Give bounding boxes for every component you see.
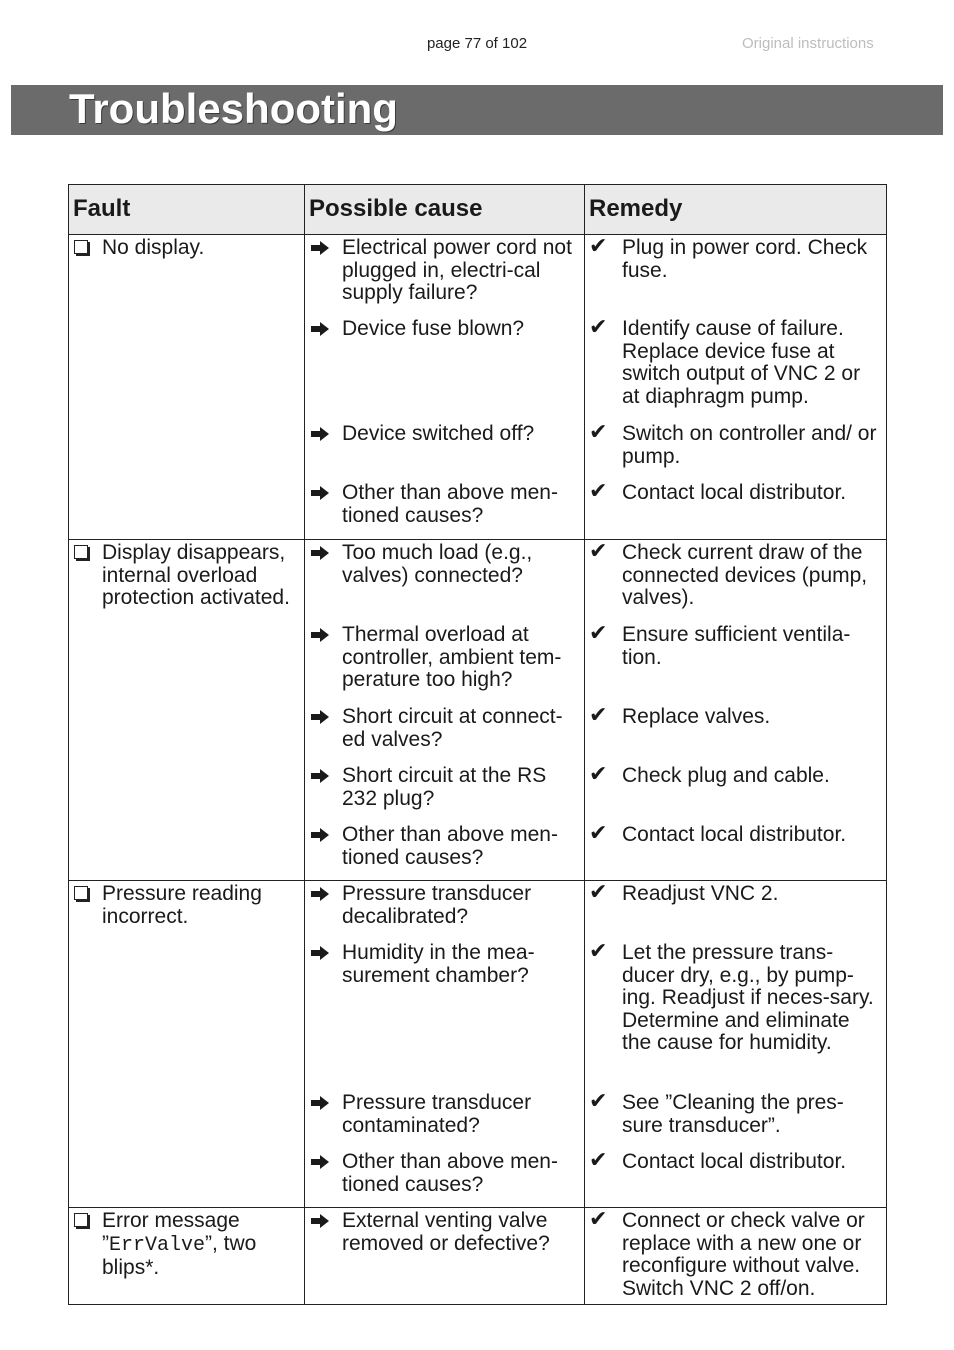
remedy-item: ✔ Contact local distributor.	[589, 479, 847, 504]
remedy-item: ✔ Readjust VNC 2.	[589, 880, 779, 905]
cause-item: Device fuse blown?	[305, 318, 584, 341]
table-row	[69, 1208, 887, 1305]
cause-item: Electrical power cord not plugged in, electri-cal supply failure?	[305, 237, 584, 305]
fault-column-header: Fault	[69, 185, 305, 235]
table-row	[69, 540, 887, 881]
cause-item: Thermal overload at controller, ambient tem-perature too high?	[305, 624, 584, 692]
remedy-item: ✔ Switch on controller and/ or pump.	[589, 420, 877, 468]
page-number: page 77 of 102	[426, 35, 528, 52]
remedy-item: ✔ Plug in power cord. Check fuse.	[589, 234, 868, 282]
arrow-right-icon	[310, 709, 330, 725]
remedy-item: ✔ Replace valves.	[589, 703, 771, 728]
remedy-item: ✔ Contact local distributor.	[589, 1148, 847, 1173]
page-title: Troubleshooting	[69, 85, 398, 132]
remedy-item: ✔ Check plug and cable.	[589, 762, 830, 787]
checkmark-icon: ✔	[589, 420, 608, 445]
checkmark-icon: ✔	[589, 939, 608, 964]
remedy-item: ✔ See ”Cleaning the pres-sure transducer”.	[589, 1089, 844, 1137]
arrow-right-icon	[310, 1095, 330, 1111]
checkmark-icon: ✔	[589, 539, 608, 564]
remedy-cell	[585, 881, 887, 1208]
arrow-right-icon	[310, 240, 330, 256]
document-note: Original instructions	[742, 35, 874, 52]
cause-column-header: Possible cause	[305, 185, 585, 235]
checkbox-icon	[74, 1213, 88, 1227]
fault-cell	[69, 235, 305, 540]
fault-cell	[69, 540, 305, 881]
arrow-right-icon	[310, 886, 330, 902]
remedy-item: ✔ Check current draw of the connected devices (pump, valves).	[589, 539, 868, 609]
arrow-right-icon	[310, 426, 330, 442]
arrow-right-icon	[310, 768, 330, 784]
table-header-row	[69, 185, 887, 235]
checkmark-icon: ✔	[589, 234, 608, 259]
arrow-right-icon	[310, 627, 330, 643]
cause-item: Too much load (e.g., valves) connected?	[305, 542, 584, 587]
remedy-column-header: Remedy	[585, 185, 887, 235]
remedy-cell	[585, 540, 887, 881]
checkmark-icon: ✔	[589, 621, 608, 646]
arrow-right-icon	[310, 1154, 330, 1170]
cause-item: Pressure transducer contaminated?	[305, 1092, 584, 1137]
remedy-item: ✔ Let the pressure trans-ducer dry, e.g., by pump-ing. Readjust if neces-sary. Determine and eliminate the cause for humidity.	[589, 939, 874, 1054]
fault-text: Display disappears, internal overload protection activated.	[102, 541, 290, 609]
fault-cell	[69, 881, 305, 1208]
cause-cell	[305, 1208, 585, 1305]
fault-text: No display.	[102, 236, 205, 259]
arrow-right-icon	[310, 545, 330, 561]
cause-item: Short circuit at connect-ed valves?	[305, 706, 584, 751]
checkbox-icon	[74, 240, 88, 254]
cause-cell	[305, 235, 585, 540]
checkmark-icon: ✔	[589, 703, 608, 728]
checkmark-icon: ✔	[589, 821, 608, 846]
error-code: ErrValve	[109, 1233, 206, 1257]
table-row	[69, 235, 887, 540]
cause-item: Short circuit at the RS 232 plug?	[305, 765, 584, 810]
remedy-item: ✔ Connect or check valve or replace with a new one or reconfigure without valve. Switch VNC 2 off/on.	[589, 1207, 865, 1300]
cause-cell	[305, 881, 585, 1208]
checkmark-icon: ✔	[589, 762, 608, 787]
checkbox-icon	[74, 886, 88, 900]
arrow-right-icon	[310, 321, 330, 337]
arrow-right-icon	[310, 945, 330, 961]
troubleshooting-table	[68, 184, 887, 1305]
table-row	[69, 881, 887, 1208]
remedy-item: ✔ Identify cause of failure. Replace device fuse at switch output of VNC 2 or at diaphragm pump.	[589, 315, 861, 408]
checkmark-icon: ✔	[589, 880, 608, 905]
cause-item: Humidity in the mea-surement chamber?	[305, 942, 584, 987]
remedy-cell	[585, 235, 887, 540]
cause-cell	[305, 540, 585, 881]
cause-item: External venting valve removed or defective?	[305, 1210, 584, 1255]
checkmark-icon: ✔	[589, 315, 608, 340]
arrow-right-icon	[310, 827, 330, 843]
cause-item: Device switched off?	[305, 423, 584, 446]
cause-item: Other than above men-tioned causes?	[305, 1151, 584, 1196]
checkmark-icon: ✔	[589, 479, 608, 504]
cause-item: Other than above men-tioned causes?	[305, 824, 584, 869]
cause-item: Other than above men-tioned causes?	[305, 482, 584, 527]
arrow-right-icon	[310, 1213, 330, 1229]
fault-cell: Error message ”ErrValve”, two blips*.	[69, 1208, 305, 1305]
checkbox-icon	[74, 545, 88, 559]
arrow-right-icon	[310, 485, 330, 501]
cause-item: Pressure transducer decalibrated?	[305, 883, 584, 928]
title-bar	[11, 85, 943, 135]
checkmark-icon: ✔	[589, 1207, 608, 1232]
checkmark-icon: ✔	[589, 1148, 608, 1173]
remedy-item: ✔ Ensure sufficient ventila-tion.	[589, 621, 851, 669]
checkmark-icon: ✔	[589, 1089, 608, 1114]
remedy-item: ✔ Contact local distributor.	[589, 821, 847, 846]
remedy-cell	[585, 1208, 887, 1305]
fault-text: Pressure reading incorrect.	[102, 882, 262, 928]
